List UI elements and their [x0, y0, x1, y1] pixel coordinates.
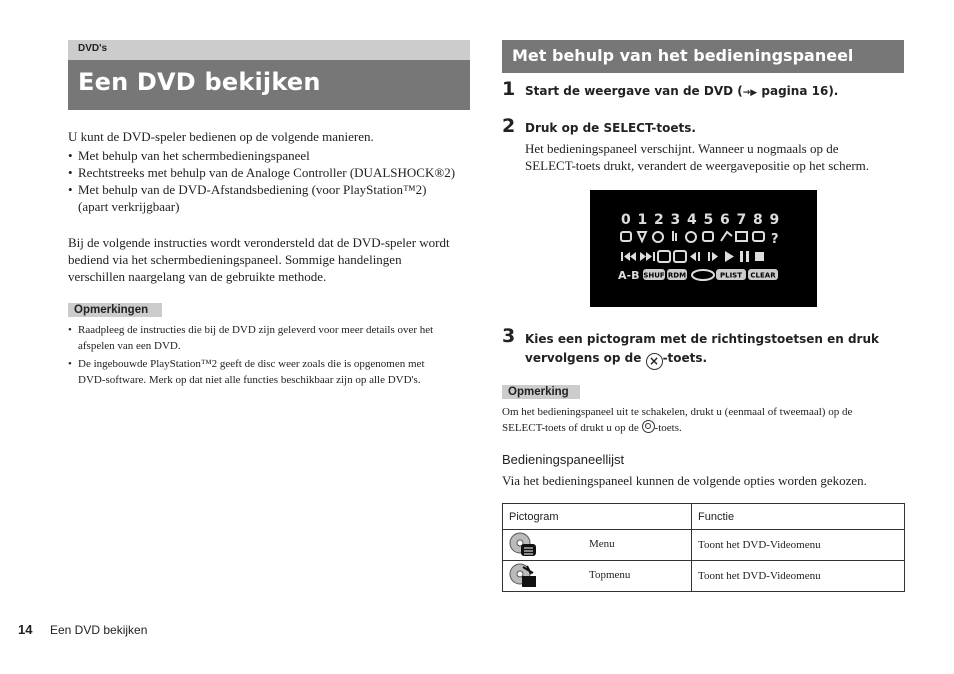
- column-header-pictogram: Pictogram: [503, 504, 692, 530]
- repeat-icon: [692, 270, 714, 280]
- svg-text:?: ?: [771, 232, 779, 247]
- control-panel-icons: [590, 190, 817, 307]
- circle-button-icon: [642, 420, 655, 433]
- table-row: [503, 561, 905, 592]
- step-2-number: 2: [502, 115, 516, 137]
- section-tab-label: DVD's: [78, 43, 108, 54]
- paragraph-line: verschillen naargelang van de gebruikte methode.: [68, 269, 327, 284]
- table-cell-function: Toont het DVD-Videomenu: [692, 561, 905, 592]
- topmenu-disc-icon: [509, 563, 537, 589]
- section-header: Met behulp van het bedieningspaneel: [512, 46, 854, 65]
- panel-digit: 8: [753, 212, 763, 228]
- section-header-bar: [502, 40, 904, 73]
- options-table: [502, 503, 905, 592]
- intro-text: U kunt de DVD-speler bedienen op de volgende manieren.: [68, 129, 374, 144]
- method-item: • Met behulp van de DVD-Afstandsbediening (voor PlayStation™2): [68, 181, 478, 198]
- panel-digit: 1: [637, 212, 648, 228]
- panel-digit: 6: [720, 212, 730, 228]
- ab-repeat-label: A-B: [618, 269, 640, 282]
- column-header-function: Functie: [692, 504, 905, 530]
- panel-digit: 3: [670, 212, 681, 228]
- instructions-paragraph: [68, 234, 478, 285]
- running-title: Een DVD bekijken: [50, 623, 148, 637]
- step-2-body: Het bedieningspaneel verschijnt. Wanneer u nogmaals op de SELECT-toets drukt, verandert de weergavepositie op het scherm.: [525, 141, 870, 173]
- cross-button-icon: ×: [646, 353, 663, 370]
- step-1-text: Start de weergave van de DVD (→▶ pagina 16).: [525, 84, 839, 98]
- control-panel-screenshot: [590, 190, 817, 307]
- list-heading: Bedieningspaneellijst: [502, 452, 625, 467]
- page-title-bar: [68, 60, 470, 110]
- panel-button-label: PLIST: [719, 271, 743, 280]
- list-intro: Via het bedieningspaneel kunnen de volgende opties worden gekozen.: [502, 473, 867, 488]
- note-item: • Raadpleeg de instructies die bij de DVD zijn geleverd voor meer details over het afspelen van een DVD.: [68, 324, 434, 352]
- method-list: [68, 147, 478, 215]
- notes-list: [68, 322, 478, 388]
- panel-digit: 0: [621, 212, 631, 228]
- table-header-row: [503, 504, 905, 530]
- note-item: • De ingebouwde PlayStation™2 geeft de disc weer zoals die is opgenomen met DVD-software. Merk op dat niet alle functies beschikbaar zijn op alle DVD's.: [68, 358, 425, 386]
- option-name: Topmenu: [589, 569, 631, 581]
- table-row: [503, 530, 905, 561]
- panel-button-label: RDM: [667, 271, 687, 280]
- panel-digit: 4: [687, 212, 697, 228]
- step-3-number: 3: [502, 325, 516, 347]
- panel-digit: 7: [736, 212, 747, 228]
- panel-digit: 2: [654, 212, 664, 228]
- page-title: Een DVD bekijken: [78, 68, 321, 96]
- paragraph-line: bediend via het schermbedieningspaneel. Sommige handelingen: [68, 252, 402, 267]
- step-3-text: Kies een pictogram met de richtingstoetsen en druk vervolgens op de × -toets.: [525, 332, 879, 368]
- note-text: Om het bedieningspaneel uit te schakelen, drukt u (eenmaal of tweemaal) op de SELECT-toets of drukt u op de -toets.: [502, 406, 853, 434]
- method-item: • Met behulp van het schermbedieningspaneel: [68, 147, 478, 164]
- menu-disc-icon: [509, 532, 537, 558]
- page-ref-arrow-icon: →▶: [742, 88, 758, 98]
- panel-button-label: CLEAR: [750, 271, 776, 280]
- option-name: Menu: [589, 538, 615, 550]
- step-2-text: Druk op de SELECT-toets.: [525, 121, 696, 135]
- table-cell-pictogram: [503, 530, 692, 561]
- step-1-number: 1: [502, 78, 516, 100]
- note-label: Opmerking: [502, 385, 580, 399]
- panel-digit: 9: [769, 212, 780, 228]
- table-cell-function: Toont het DVD-Videomenu: [692, 530, 905, 561]
- paragraph-line: Bij de volgende instructies wordt verondersteld dat de DVD-speler wordt: [68, 235, 450, 250]
- panel-digit: 5: [703, 212, 714, 228]
- notes-label: Opmerkingen: [68, 303, 162, 317]
- panel-button-label: SHUF: [643, 271, 665, 280]
- method-item-continuation: (apart verkrijgbaar): [78, 199, 180, 214]
- table-cell-pictogram: [503, 561, 692, 592]
- method-item: • Rechtstreeks met behulp van de Analoge Controller (DUALSHOCK®2): [68, 164, 478, 181]
- page-number: 14: [18, 622, 33, 637]
- section-tab: [68, 40, 470, 60]
